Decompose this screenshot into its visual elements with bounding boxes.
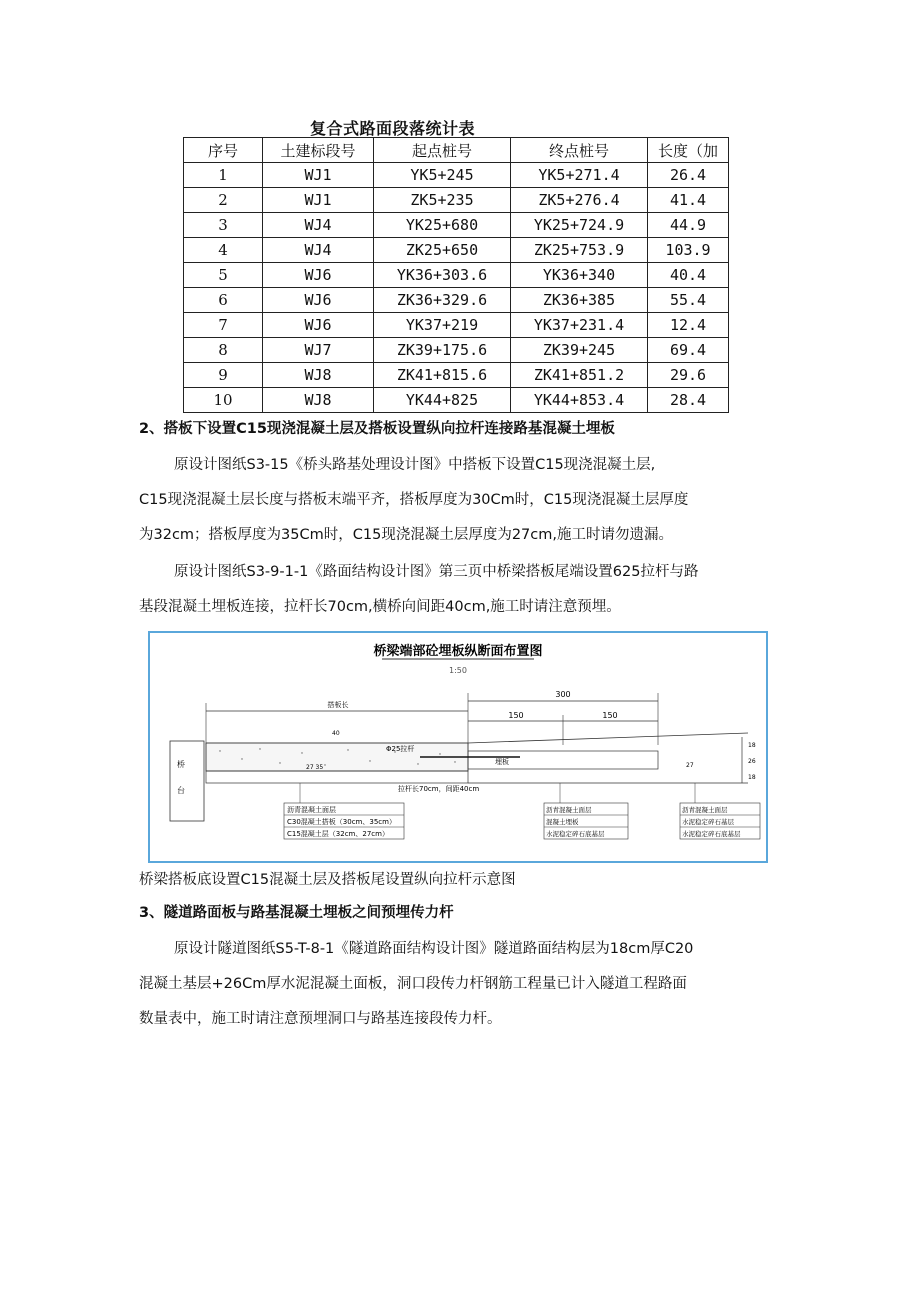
legend-item: C30混凝土搭板（30cm、35cm）: [287, 818, 396, 826]
cell-start: YK36+303.6: [374, 263, 511, 288]
paragraph-line: 原设计图纸S3-9-1-1《路面结构设计图》第三页中桥梁搭板尾端设置625拉杆与路: [174, 564, 699, 580]
cell-end: ZK5+276.4: [511, 188, 648, 213]
paragraph-line: 基段混凝土埋板连接，拉杆长70cm,横桥向间距40cm,施工时请注意预埋。: [139, 599, 621, 615]
cell-section: WJ7: [263, 338, 374, 363]
figure-title: 桥梁端部砼埋板纵断面布置图: [373, 644, 543, 659]
legend-item: C15混凝土层（32cm、27cm）: [287, 830, 389, 838]
table-row: [184, 388, 729, 413]
cell-length: 103.9: [648, 238, 729, 263]
cell-end: YK37+231.4: [511, 313, 648, 338]
header-length: 长度（加: [648, 138, 729, 163]
legend-left: [284, 803, 404, 839]
table-header-row: [184, 138, 729, 163]
section-2-paragraph-1: [139, 448, 779, 553]
legend-item: 沥青混凝土面层: [682, 806, 728, 814]
paragraph-line: 为32cm；搭板厚度为35Cm时，C15现浇混凝土层厚度为27cm,施工时请勿遗漏。: [139, 527, 673, 543]
cell-start: ZK36+329.6: [374, 288, 511, 313]
depth-mid: 27: [686, 762, 694, 769]
legend-item: 水泥稳定碎石底基层: [682, 830, 741, 838]
legend-mid: [544, 803, 628, 839]
header-start: 起点桩号: [374, 138, 511, 163]
table-row: [184, 313, 729, 338]
cell-end: ZK41+851.2: [511, 363, 648, 388]
cell-length: 55.4: [648, 288, 729, 313]
c15-layer: [206, 771, 468, 783]
paragraph-line: C15现浇混凝土层长度与搭板末端平齐，搭板厚度为30Cm时，C15现浇混凝土层厚度: [139, 492, 689, 508]
cell-index: 5: [184, 263, 263, 288]
section-3-paragraph: [139, 932, 779, 1037]
cell-end: ZK25+753.9: [511, 238, 648, 263]
dim-total: 300: [555, 690, 571, 699]
section-2-paragraph-2: [139, 555, 779, 625]
right-dim-1: 18: [748, 742, 756, 749]
cell-start: ZK25+650: [374, 238, 511, 263]
section-3-heading: 3、隧道路面板与路基混凝土埋板之间预埋传力杆: [139, 905, 454, 921]
section-2-heading: 2、搭板下设置C15现浇混凝土层及搭板设置纵向拉杆连接路基混凝土埋板: [139, 421, 615, 437]
cell-section: WJ8: [263, 388, 374, 413]
right-dim-2: 26: [748, 758, 756, 765]
cell-length: 41.4: [648, 188, 729, 213]
cell-index: 4: [184, 238, 263, 263]
paragraph-line: 混凝土基层+26Cm厚水泥混凝土面板，洞口段传力杆钢筋工程量已计入隧道工程路面: [139, 976, 687, 992]
table-title: 复合式路面段落统计表: [310, 119, 476, 138]
cell-section: WJ1: [263, 163, 374, 188]
table-row: [184, 363, 729, 388]
right-dim-3: 18: [748, 774, 756, 781]
paragraph-line: 数量表中，施工时请注意预埋洞口与路基连接段传力杆。: [139, 1011, 502, 1027]
cell-end: YK36+340: [511, 263, 648, 288]
segment-statistics-table: [183, 137, 729, 413]
table-row: [184, 238, 729, 263]
paragraph-line: 原设计图纸S3-15《桥头路基处理设计图》中搭板下设置C15现浇混凝土层,: [174, 457, 656, 473]
cell-section: WJ8: [263, 363, 374, 388]
cell-length: 29.6: [648, 363, 729, 388]
cell-length: 26.4: [648, 163, 729, 188]
header-section: 土建标段号: [263, 138, 374, 163]
cell-index: 3: [184, 213, 263, 238]
cell-section: WJ4: [263, 213, 374, 238]
table-row: [184, 188, 729, 213]
table-row: [184, 263, 729, 288]
header-end: 终点桩号: [511, 138, 648, 163]
cell-index: 9: [184, 363, 263, 388]
cell-index: 7: [184, 313, 263, 338]
dim-slab-label: 搭板长: [327, 701, 349, 709]
cell-section: WJ6: [263, 313, 374, 338]
rod-note: 拉杆长70cm，间距40cm: [398, 785, 480, 793]
dim-top-mark: 40: [332, 730, 340, 737]
legend-item: 沥青混凝土面层: [546, 806, 592, 814]
figure-scale: 1:50: [449, 666, 467, 675]
cell-end: YK44+853.4: [511, 388, 648, 413]
cell-section: WJ6: [263, 288, 374, 313]
cell-start: ZK39+175.6: [374, 338, 511, 363]
buried-slab-label: 埋板: [495, 758, 509, 766]
section-drawing: [150, 633, 766, 861]
legend-right: [680, 803, 760, 839]
cell-end: ZK39+245: [511, 338, 648, 363]
table-row: [184, 163, 729, 188]
paragraph-line: 原设计隧道图纸S5-T-8-1《隧道路面结构设计图》隧道路面结构层为18cm厚C20: [174, 941, 694, 957]
cell-end: ZK36+385: [511, 288, 648, 313]
cell-end: YK25+724.9: [511, 213, 648, 238]
bridge-slab-section-figure: [148, 631, 768, 863]
legend-item: 水泥稳定碎石基层: [682, 818, 734, 826]
cell-start: ZK41+815.6: [374, 363, 511, 388]
table-row: [184, 213, 729, 238]
legend-item: 沥青混凝土面层: [287, 806, 336, 814]
cell-length: 12.4: [648, 313, 729, 338]
cell-index: 2: [184, 188, 263, 213]
table-row: [184, 338, 729, 363]
abutment-shape: [170, 741, 204, 821]
cell-index: 6: [184, 288, 263, 313]
road-surface-line: [468, 733, 748, 743]
cell-start: YK44+825: [374, 388, 511, 413]
cell-length: 40.4: [648, 263, 729, 288]
cell-index: 10: [184, 388, 263, 413]
rod-label: Φ25拉杆: [386, 745, 415, 753]
cell-end: YK5+271.4: [511, 163, 648, 188]
cell-start: YK25+680: [374, 213, 511, 238]
depth-left: 27 35: [306, 764, 324, 771]
dim-half-left: 150: [508, 711, 524, 720]
cell-start: YK5+245: [374, 163, 511, 188]
dim-half-right: 150: [602, 711, 618, 720]
cell-section: WJ6: [263, 263, 374, 288]
table-row: [184, 288, 729, 313]
cell-index: 8: [184, 338, 263, 363]
legend-item: 混凝土埋板: [546, 818, 579, 826]
figure-caption: 桥梁搭板底设置C15混凝土层及搭板尾设置纵向拉杆示意图: [139, 872, 516, 888]
cell-section: WJ1: [263, 188, 374, 213]
abutment-label-2: 台: [177, 786, 185, 795]
cell-section: WJ4: [263, 238, 374, 263]
header-index: 序号: [184, 138, 263, 163]
cell-start: ZK5+235: [374, 188, 511, 213]
cell-index: 1: [184, 163, 263, 188]
cell-start: YK37+219: [374, 313, 511, 338]
legend-item: 水泥稳定碎石底基层: [546, 830, 605, 838]
cell-length: 69.4: [648, 338, 729, 363]
abutment-label-1: 桥: [177, 760, 185, 769]
cell-length: 44.9: [648, 213, 729, 238]
cell-length: 28.4: [648, 388, 729, 413]
